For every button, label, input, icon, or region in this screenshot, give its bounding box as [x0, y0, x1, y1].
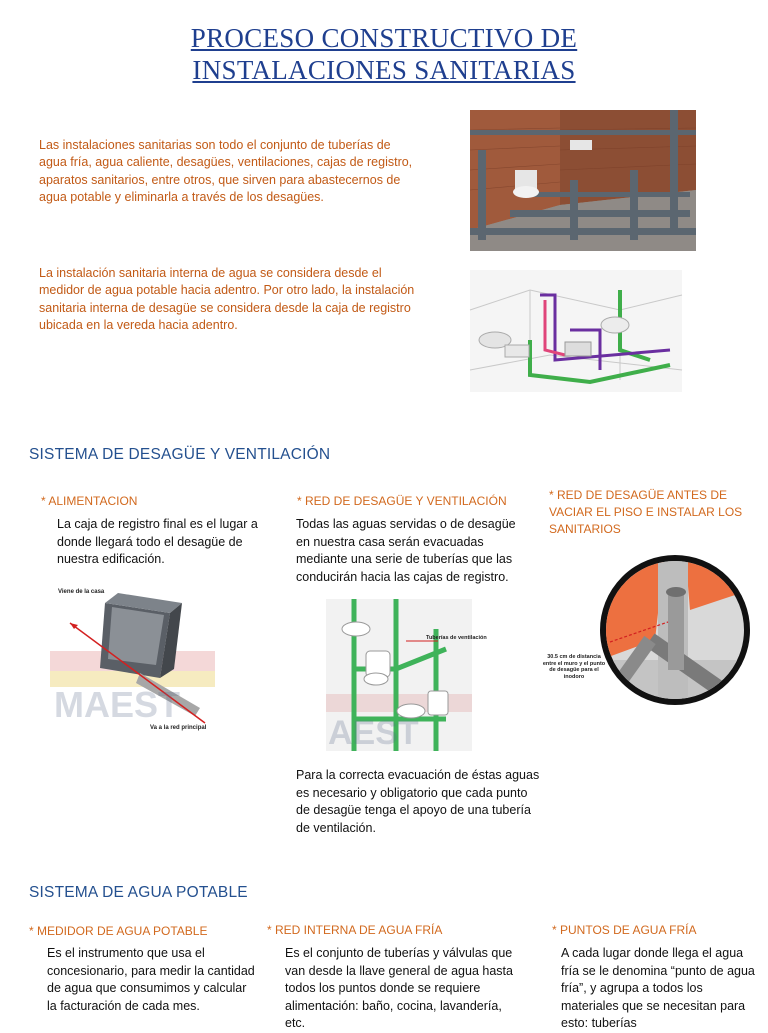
text-puntos-agua: A cada lugar donde llega el agua fría se le denomina “punto de agua fría”, y agrupa a todos los materiales que se necesitan para esto: tuberías [561, 946, 755, 1030]
registry-box-figure [50, 583, 215, 733]
section-heading-desague: SISTEMA DE DESAGÜE Y VENTILACIÓN [29, 446, 331, 463]
title-line-1: PROCESO CONSTRUCTIVO DE [190, 23, 578, 53]
subheading-puntos-agua: * PUNTOS DE AGUA FRÍA [552, 923, 697, 937]
watermark-text: MAEST [54, 684, 180, 725]
figure-label-distancia: 30.5 cm de distancia entre el muro y el punto de desagüe para el inodoro [542, 654, 606, 680]
text-medidor: Es el instrumento que usa el concesionario, para medir la cantidad de agua que consumimos y calcular la facturación de cada mes. [47, 946, 255, 1013]
section-heading-agua: SISTEMA DE AGUA POTABLE [29, 884, 248, 901]
title-line-2: INSTALACIONES SANITARIAS [192, 55, 576, 85]
intro-paragraph-1: Las instalaciones sanitarias son todo el conjunto de tuberías de agua fría, agua caliente, desagües, ventilaciones, cajas de registro, aparatos sanitarios, entre otros, que sirven para abastecernos de agua potable y eliminarla a través de los desagües. [39, 138, 413, 204]
figure-label-viene: Viene de la casa [58, 589, 105, 595]
text-ventilacion-obligatoria: Para la correcta evacuación de éstas aguas es necesario y obligatorio que cada punto de desagüe tenga el apoyo de una tubería de ventilación. [296, 768, 540, 835]
room-pipes-render-image [470, 110, 696, 251]
isometric-pipe-diagram-image [470, 270, 682, 392]
figure-label-ventilacion: Tuberías de ventilación [426, 635, 487, 641]
toilet-drain-distance-figure [540, 550, 750, 710]
text-red-desague: Todas las aguas servidas o de desagüe en nuestra casa serán evacuadas mediante una serie de tuberías que las conducirán hacia las cajas de registro. [296, 517, 516, 584]
figure-label-va: Va a la red principal [150, 725, 207, 731]
text-red-agua-fria: Es el conjunto de tuberías y válvulas que van desde la llave general de agua hasta todos los puntos donde se requiere alimentación: baño, cocina, lavandería, etc. [285, 946, 513, 1030]
watermark-text-2: AEST [328, 714, 419, 752]
subheading-medidor: * MEDIDOR DE AGUA POTABLE [29, 924, 208, 938]
subheading-red-desague: * RED DE DESAGÜE Y VENTILACIÓN [297, 494, 507, 508]
subheading-red-agua-fria: * RED INTERNA DE AGUA FRÍA [267, 923, 443, 937]
page-title [0, 22, 768, 86]
subheading-alimentacion: * ALIMENTACION [41, 494, 138, 508]
ventilation-pipes-figure [326, 599, 487, 752]
subheading-red-antes-piso: * RED DE DESAGÜE ANTES DE VACIAR EL PISO E INSTALAR LOS SANITARIOS [549, 488, 743, 536]
text-alimentacion: La caja de registro final es el lugar a donde llegará todo el desagüe de nuestra edificación. [57, 517, 258, 566]
intro-paragraph-2: La instalación sanitaria interna de agua se considera desde el medidor de agua potable hacia adentro. Por otro lado, la instalación sanitaria interna de desagüe se considera desde la caja de registro ubicada en la vereda hacia adentro. [39, 266, 415, 332]
